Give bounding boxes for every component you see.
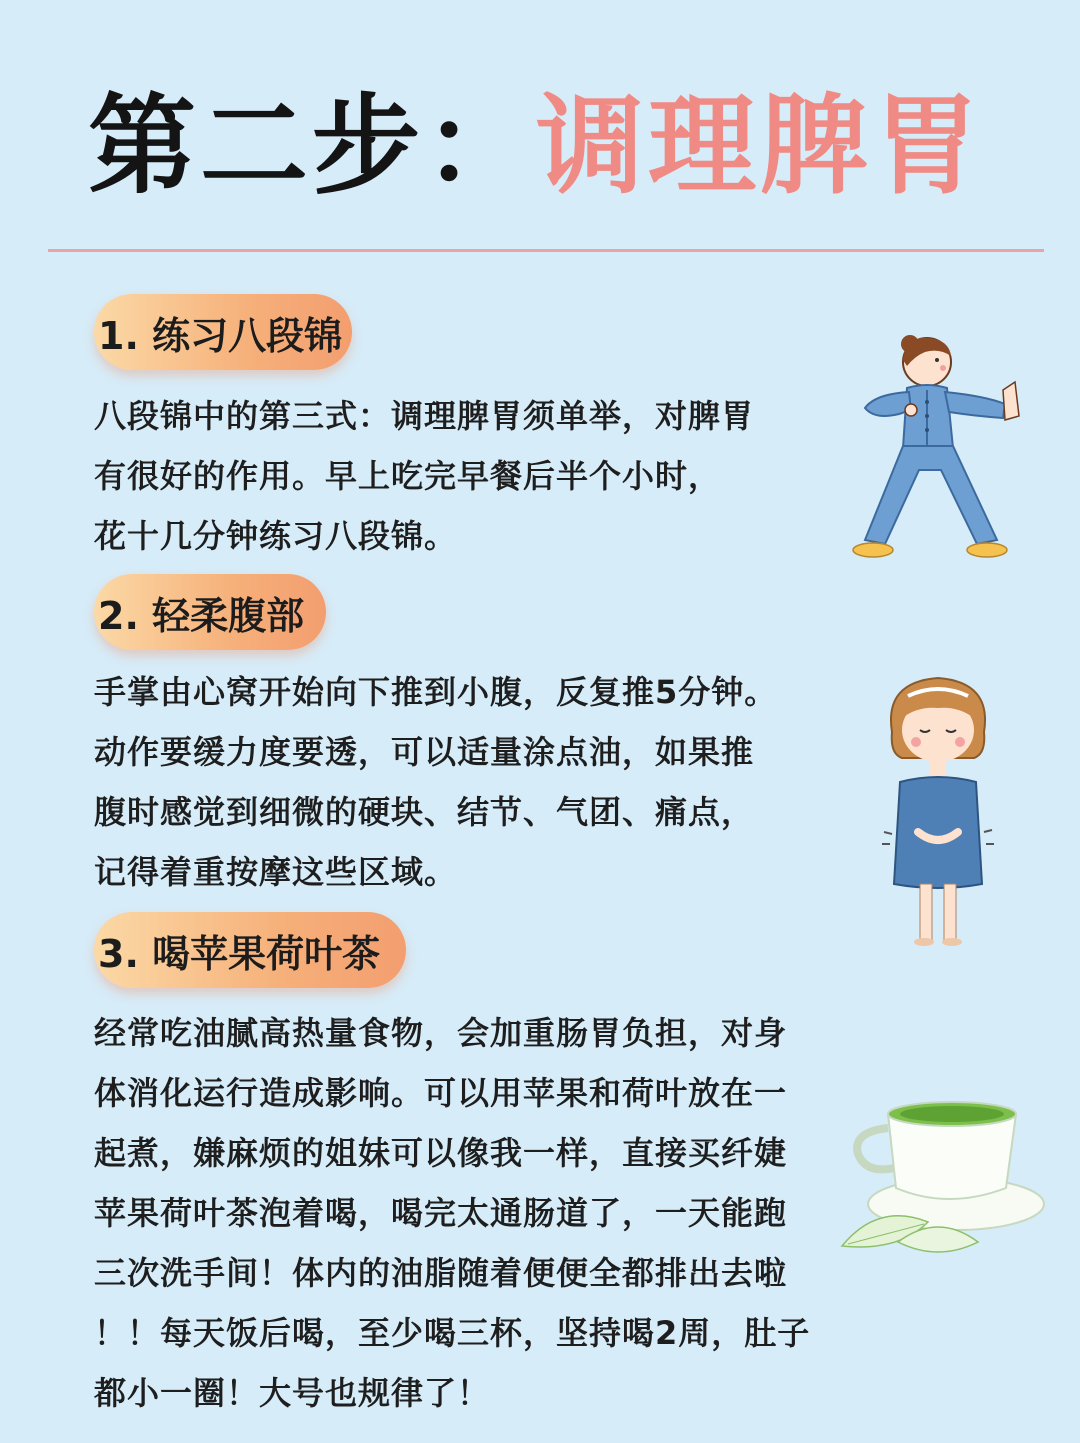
section-2-line: 腹时感觉到细微的硬块、结节、气团、痛点，: [94, 793, 755, 831]
section-1-line: 有很好的作用。早上吃完早餐后半个小时，: [94, 457, 722, 495]
section-3-paragraph: [94, 1003, 810, 1423]
towel-girl-illustration: [878, 672, 998, 950]
section-3-line: 经常吃油腻高热量食物，会加重肠胃负担，对身: [94, 1014, 788, 1052]
section-3-line: 三次洗手间！体内的油脂随着便便全都排出去啦: [94, 1254, 788, 1292]
tai-chi-girl-illustration: [845, 330, 1025, 565]
section-2-line: 记得着重按摩这些区域。: [94, 853, 458, 891]
title-divider: [48, 249, 1044, 252]
section-2-line: 手掌由心窝开始向下推到小腹，反复推5分钟。: [94, 673, 778, 711]
section-3-line: 起煮，嫌麻烦的姐妹可以像我一样，直接买纤婕: [94, 1134, 788, 1172]
section-1-heading-pill: [94, 294, 352, 370]
section-2-heading-pill: [94, 574, 326, 650]
section-2-paragraph: [94, 662, 777, 902]
title-prefix: 第二步：: [88, 84, 537, 209]
title-highlight: 调理脾胃: [536, 84, 985, 209]
section-3-line: ！！每天饭后喝，至少喝三杯，坚持喝2周，肚子: [94, 1314, 811, 1352]
section-3-line: 苹果荷叶茶泡着喝，喝完太通肠道了，一天能跑: [94, 1194, 788, 1232]
section-1-line: 八段锦中的第三式：调理脾胃须单举，对脾胃: [94, 397, 755, 435]
section-3-line: 都小一圈！大号也规律了！: [94, 1374, 491, 1412]
section-1-paragraph: [94, 386, 754, 566]
section-2-heading: 2. 轻柔腹部: [98, 593, 305, 638]
section-2-line: 动作要缓力度要透，可以适量涂点油，如果推: [94, 733, 755, 771]
section-1-heading: 1. 练习八段锦: [98, 313, 343, 358]
section-1-line: 花十几分钟练习八段锦。: [94, 517, 458, 555]
section-3-line: 体消化运行造成影响。可以用苹果和荷叶放在一: [94, 1074, 788, 1112]
page-title: [88, 82, 984, 212]
green-tea-cup-illustration: [838, 1092, 1048, 1272]
section-3-heading-pill: [94, 912, 406, 988]
section-3-heading: 3. 喝苹果荷叶茶: [98, 931, 381, 976]
